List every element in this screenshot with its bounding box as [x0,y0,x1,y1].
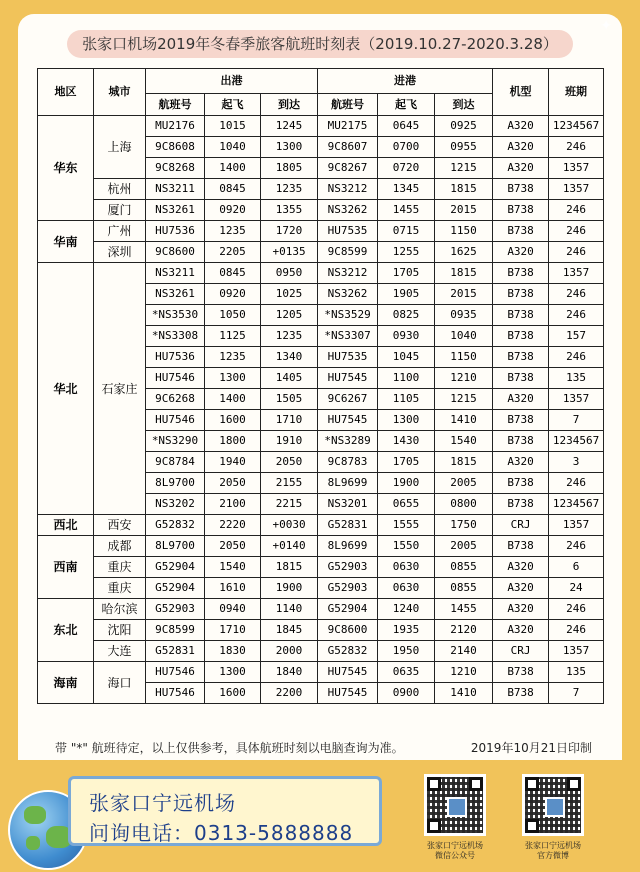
aircraft-type-cell: B738 [493,263,549,284]
aircraft-type-cell: A320 [493,557,549,578]
out-flight-no-cell: HU7536 [146,347,205,368]
header-in-flight-no: 航班号 [318,94,378,116]
aircraft-type-cell: A320 [493,389,549,410]
aircraft-type-cell: B738 [493,494,549,515]
in-flight-no-cell: HU7545 [318,368,378,389]
out-land-cell: 1815 [261,557,318,578]
schedule-days-cell: 246 [549,284,604,305]
out-land-cell: 1140 [261,599,318,620]
out-takeoff-cell: 2050 [205,536,261,557]
out-flight-no-cell: NS3261 [146,200,205,221]
aircraft-type-cell: B738 [493,284,549,305]
in-flight-no-cell: 9C8599 [318,242,378,263]
region-cell: 华南 [38,221,94,263]
airport-name: 张家口宁远机场 [89,791,236,815]
in-land-cell: 0955 [435,137,493,158]
in-flight-no-cell: HU7545 [318,683,378,704]
flight-schedule-table [37,68,604,704]
in-flight-no-cell: 9C8267 [318,158,378,179]
aircraft-type-cell: B738 [493,305,549,326]
footnote: 带 "*" 航班待定，以上仅供参考，具体航班时刻以电脑查询为准。 [55,741,404,755]
table-row [38,599,604,620]
header-in-land: 到达 [435,94,493,116]
schedule-days-cell: 7 [549,410,604,431]
in-land-cell: 0935 [435,305,493,326]
out-takeoff-cell: 1710 [205,620,261,641]
out-flight-no-cell: 9C8784 [146,452,205,473]
out-land-cell: +0030 [261,515,318,536]
in-flight-no-cell: G52832 [318,641,378,662]
schedule-days-cell: 24 [549,578,604,599]
schedule-days-cell: 246 [549,200,604,221]
in-flight-no-cell: 9C8783 [318,452,378,473]
city-cell: 海口 [94,662,146,704]
city-cell: 杭州 [94,179,146,200]
in-land-cell: 0925 [435,116,493,137]
schedule-days-cell: 135 [549,368,604,389]
schedule-days-cell: 3 [549,452,604,473]
aircraft-type-cell: B738 [493,326,549,347]
city-cell: 广州 [94,221,146,242]
table-row [38,620,604,641]
out-takeoff-cell: 1600 [205,683,261,704]
aircraft-type-cell: A320 [493,158,549,179]
header-out-flight-no: 航班号 [146,94,205,116]
out-takeoff-cell: 1830 [205,641,261,662]
in-flight-no-cell: MU2175 [318,116,378,137]
in-land-cell: 1410 [435,410,493,431]
out-land-cell: 1710 [261,410,318,431]
schedule-days-cell: 1234567 [549,431,604,452]
in-land-cell: 1150 [435,347,493,368]
table-row [38,200,604,221]
in-land-cell: 0855 [435,578,493,599]
in-takeoff-cell: 1705 [378,452,435,473]
in-land-cell: 1410 [435,683,493,704]
aircraft-type-cell: A320 [493,452,549,473]
schedule-days-cell: 246 [549,620,604,641]
in-takeoff-cell: 1455 [378,200,435,221]
out-takeoff-cell: 1600 [205,410,261,431]
out-takeoff-cell: 1800 [205,431,261,452]
schedule-days-cell: 6 [549,557,604,578]
aircraft-type-cell: A320 [493,116,549,137]
out-flight-no-cell: 9C8600 [146,242,205,263]
out-land-cell: 1910 [261,431,318,452]
city-cell: 西安 [94,515,146,536]
in-land-cell: 1215 [435,389,493,410]
schedule-days-cell: 246 [549,242,604,263]
schedule-days-cell: 246 [549,221,604,242]
in-flight-no-cell: G52831 [318,515,378,536]
out-takeoff-cell: 1050 [205,305,261,326]
schedule-days-cell: 1357 [549,158,604,179]
out-takeoff-cell: 0845 [205,263,261,284]
out-land-cell: 2155 [261,473,318,494]
in-land-cell: 2005 [435,536,493,557]
out-takeoff-cell: 1400 [205,389,261,410]
region-cell: 西南 [38,536,94,599]
schedule-days-cell: 1357 [549,263,604,284]
aircraft-type-cell: B738 [493,662,549,683]
aircraft-type-cell: A320 [493,242,549,263]
out-takeoff-cell: 1540 [205,557,261,578]
out-flight-no-cell: HU7546 [146,410,205,431]
out-flight-no-cell: HU7546 [146,683,205,704]
out-takeoff-cell: 0845 [205,179,261,200]
out-land-cell: 1845 [261,620,318,641]
in-land-cell: 1750 [435,515,493,536]
in-land-cell: 2015 [435,284,493,305]
in-flight-no-cell: *NS3289 [318,431,378,452]
schedule-days-cell: 1357 [549,389,604,410]
sparkle-icon: ✦ [600,18,612,34]
out-land-cell: 1720 [261,221,318,242]
schedule-days-cell: 1234567 [549,494,604,515]
out-takeoff-cell: 1940 [205,452,261,473]
out-land-cell: 1300 [261,137,318,158]
region-cell: 海南 [38,662,94,704]
in-takeoff-cell: 1240 [378,599,435,620]
in-flight-no-cell: NS3262 [318,200,378,221]
in-takeoff-cell: 1555 [378,515,435,536]
in-takeoff-cell: 1950 [378,641,435,662]
out-land-cell: 1355 [261,200,318,221]
contact-box [68,776,382,846]
in-flight-no-cell: 8L9699 [318,473,378,494]
inquiry-phone: 问询电话：0313-5888888 [89,821,354,845]
out-land-cell: 1340 [261,347,318,368]
aircraft-type-cell: CRJ [493,515,549,536]
table-row [38,578,604,599]
out-takeoff-cell: 0920 [205,284,261,305]
in-land-cell: 1210 [435,368,493,389]
in-takeoff-cell: 1935 [378,620,435,641]
out-flight-no-cell: *NS3530 [146,305,205,326]
in-flight-no-cell: HU7535 [318,221,378,242]
out-flight-no-cell: *NS3290 [146,431,205,452]
aircraft-type-cell: B738 [493,683,549,704]
out-land-cell: 1900 [261,578,318,599]
in-takeoff-cell: 0720 [378,158,435,179]
out-flight-no-cell: G52831 [146,641,205,662]
out-takeoff-cell: 1235 [205,221,261,242]
out-flight-no-cell: *NS3308 [146,326,205,347]
in-land-cell: 2015 [435,200,493,221]
out-flight-no-cell: 9C8268 [146,158,205,179]
table-row [38,641,604,662]
aircraft-type-cell: A320 [493,620,549,641]
header-region: 地区 [38,69,94,116]
table-body [38,116,604,704]
page-title: 张家口机场2019年冬春季旅客航班时刻表（2019.10.27-2020.3.28） [67,30,573,58]
schedule-days-cell: 1357 [549,179,604,200]
header-in-takeoff: 起飞 [378,94,435,116]
aircraft-type-cell: A320 [493,578,549,599]
schedule-days-cell: 246 [549,536,604,557]
out-land-cell: 2000 [261,641,318,662]
in-flight-no-cell: *NS3307 [318,326,378,347]
region-cell: 华东 [38,116,94,221]
weibo-qr-code[interactable] [522,774,584,836]
out-land-cell: 1840 [261,662,318,683]
in-takeoff-cell: 0655 [378,494,435,515]
out-takeoff-cell: 1300 [205,368,261,389]
in-takeoff-cell: 1105 [378,389,435,410]
in-takeoff-cell: 0630 [378,578,435,599]
in-takeoff-cell: 1100 [378,368,435,389]
city-cell: 大连 [94,641,146,662]
out-flight-no-cell: G52832 [146,515,205,536]
in-takeoff-cell: 0635 [378,662,435,683]
in-takeoff-cell: 1430 [378,431,435,452]
aircraft-type-cell: B738 [493,347,549,368]
in-takeoff-cell: 1045 [378,347,435,368]
out-land-cell: 0950 [261,263,318,284]
out-takeoff-cell: 1610 [205,578,261,599]
out-land-cell: +0140 [261,536,318,557]
in-flight-no-cell: NS3262 [318,284,378,305]
weibo-qr-label: 张家口宁远机场 官方微博 [525,841,581,860]
in-land-cell: 1540 [435,431,493,452]
city-cell: 深圳 [94,242,146,263]
header-out-takeoff: 起飞 [205,94,261,116]
table-row [38,221,604,242]
schedule-days-cell: 246 [549,137,604,158]
table-row [38,662,604,683]
out-land-cell: 1245 [261,116,318,137]
city-cell: 重庆 [94,557,146,578]
aircraft-type-cell: A320 [493,137,549,158]
out-takeoff-cell: 0940 [205,599,261,620]
region-cell: 东北 [38,599,94,662]
out-flight-no-cell: NS3211 [146,263,205,284]
in-land-cell: 1040 [435,326,493,347]
in-land-cell: 0800 [435,494,493,515]
out-takeoff-cell: 2220 [205,515,261,536]
in-land-cell: 1815 [435,452,493,473]
out-takeoff-cell: 1040 [205,137,261,158]
in-flight-no-cell: HU7545 [318,410,378,431]
in-takeoff-cell: 0900 [378,683,435,704]
header-out-land: 到达 [261,94,318,116]
aircraft-type-cell: B738 [493,431,549,452]
aircraft-type-cell: B738 [493,536,549,557]
schedule-days-cell: 246 [549,305,604,326]
out-land-cell: 1025 [261,284,318,305]
out-flight-no-cell: NS3261 [146,284,205,305]
out-flight-no-cell: 8L9700 [146,473,205,494]
table-row [38,242,604,263]
out-takeoff-cell: 1400 [205,158,261,179]
out-flight-no-cell: NS3211 [146,179,205,200]
out-flight-no-cell: MU2176 [146,116,205,137]
in-flight-no-cell: 9C8600 [318,620,378,641]
in-flight-no-cell: HU7535 [318,347,378,368]
out-takeoff-cell: 1300 [205,662,261,683]
in-takeoff-cell: 1550 [378,536,435,557]
out-land-cell: 1205 [261,305,318,326]
in-takeoff-cell: 0645 [378,116,435,137]
schedule-days-cell: 1357 [549,641,604,662]
out-flight-no-cell: HU7546 [146,662,205,683]
aircraft-type-cell: B738 [493,473,549,494]
out-takeoff-cell: 2100 [205,494,261,515]
out-flight-no-cell: 9C8608 [146,137,205,158]
out-flight-no-cell: G52904 [146,557,205,578]
in-flight-no-cell: 9C6267 [318,389,378,410]
out-land-cell: 1505 [261,389,318,410]
in-takeoff-cell: 1905 [378,284,435,305]
aircraft-type-cell: B738 [493,221,549,242]
out-takeoff-cell: 2205 [205,242,261,263]
out-takeoff-cell: 1125 [205,326,261,347]
in-takeoff-cell: 1345 [378,179,435,200]
city-cell: 哈尔滨 [94,599,146,620]
table-row [38,179,604,200]
header-departure: 出港 [146,69,318,94]
region-cell: 华北 [38,263,94,515]
in-land-cell: 1625 [435,242,493,263]
out-flight-no-cell: 9C6268 [146,389,205,410]
print-date: 2019年10月21日印制 [470,741,592,755]
city-cell: 重庆 [94,578,146,599]
in-takeoff-cell: 0715 [378,221,435,242]
aircraft-type-cell: B738 [493,179,549,200]
in-land-cell: 0855 [435,557,493,578]
out-flight-no-cell: G52903 [146,599,205,620]
out-takeoff-cell: 1015 [205,116,261,137]
out-land-cell: 1405 [261,368,318,389]
out-land-cell: 1805 [261,158,318,179]
city-cell: 成都 [94,536,146,557]
region-cell: 西北 [38,515,94,536]
aircraft-type-cell: CRJ [493,641,549,662]
table-row [38,263,604,284]
out-land-cell: 2215 [261,494,318,515]
schedule-days-cell: 7 [549,683,604,704]
out-flight-no-cell: NS3202 [146,494,205,515]
in-takeoff-cell: 1900 [378,473,435,494]
in-flight-no-cell: G52903 [318,578,378,599]
out-takeoff-cell: 0920 [205,200,261,221]
in-takeoff-cell: 1705 [378,263,435,284]
schedule-days-cell: 246 [549,473,604,494]
in-land-cell: 1150 [435,221,493,242]
table-row [38,515,604,536]
out-land-cell: 1235 [261,179,318,200]
wechat-qr-label: 张家口宁远机场 微信公众号 [427,841,483,860]
out-takeoff-cell: 1235 [205,347,261,368]
in-land-cell: 1210 [435,662,493,683]
city-cell: 沈阳 [94,620,146,641]
table-row [38,557,604,578]
in-flight-no-cell: G52904 [318,599,378,620]
wechat-qr-code[interactable] [424,774,486,836]
city-cell: 厦门 [94,200,146,221]
schedule-days-cell: 1357 [549,515,604,536]
out-land-cell: 2050 [261,452,318,473]
in-flight-no-cell: 9C8607 [318,137,378,158]
in-land-cell: 2140 [435,641,493,662]
city-cell: 石家庄 [94,263,146,515]
aircraft-type-cell: A320 [493,599,549,620]
schedule-days-cell: 1234567 [549,116,604,137]
table-row [38,116,604,137]
header-aircraft: 机型 [493,69,549,116]
in-flight-no-cell: NS3212 [318,263,378,284]
out-flight-no-cell: HU7536 [146,221,205,242]
in-land-cell: 2005 [435,473,493,494]
schedule-days-cell: 135 [549,662,604,683]
schedule-days-cell: 157 [549,326,604,347]
in-takeoff-cell: 1300 [378,410,435,431]
in-flight-no-cell: NS3201 [318,494,378,515]
in-takeoff-cell: 0930 [378,326,435,347]
in-flight-no-cell: G52903 [318,557,378,578]
schedule-days-cell: 246 [549,347,604,368]
aircraft-type-cell: B738 [493,410,549,431]
in-flight-no-cell: HU7545 [318,662,378,683]
in-flight-no-cell: *NS3529 [318,305,378,326]
aircraft-type-cell: B738 [493,368,549,389]
header-city: 城市 [94,69,146,116]
out-flight-no-cell: 8L9700 [146,536,205,557]
header-arrival: 进港 [318,69,493,94]
in-takeoff-cell: 1255 [378,242,435,263]
out-land-cell: 2200 [261,683,318,704]
in-land-cell: 1455 [435,599,493,620]
city-cell: 上海 [94,116,146,179]
table-row [38,536,604,557]
in-land-cell: 1815 [435,179,493,200]
in-takeoff-cell: 0825 [378,305,435,326]
in-takeoff-cell: 0700 [378,137,435,158]
in-land-cell: 2120 [435,620,493,641]
out-land-cell: 1235 [261,326,318,347]
in-land-cell: 1215 [435,158,493,179]
aircraft-type-cell: B738 [493,200,549,221]
in-land-cell: 1815 [435,263,493,284]
out-flight-no-cell: HU7546 [146,368,205,389]
header-schedule: 班期 [549,69,604,116]
in-flight-no-cell: NS3212 [318,179,378,200]
out-flight-no-cell: G52904 [146,578,205,599]
schedule-days-cell: 246 [549,599,604,620]
in-flight-no-cell: 8L9699 [318,536,378,557]
out-takeoff-cell: 2050 [205,473,261,494]
out-land-cell: +0135 [261,242,318,263]
out-flight-no-cell: 9C8599 [146,620,205,641]
in-takeoff-cell: 0630 [378,557,435,578]
